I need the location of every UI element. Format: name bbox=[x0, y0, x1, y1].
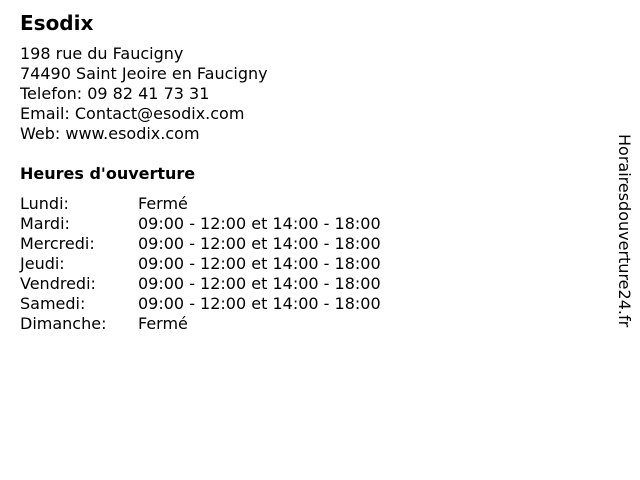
day-label: Mercredi: bbox=[20, 234, 95, 253]
hours-row bbox=[20, 314, 580, 334]
address-block bbox=[20, 44, 580, 144]
hours-row bbox=[20, 254, 580, 274]
time-value: 09:00 - 12:00 et 14:00 - 18:00 bbox=[138, 294, 381, 313]
day-label: Vendredi: bbox=[20, 274, 96, 293]
company-name: Esodix bbox=[20, 11, 94, 35]
hours-row bbox=[20, 294, 580, 314]
hours-row bbox=[20, 234, 580, 254]
hours-row bbox=[20, 194, 580, 214]
time-value: 09:00 - 12:00 et 14:00 - 18:00 bbox=[138, 254, 381, 273]
hours-row bbox=[20, 274, 580, 294]
website-address: Web: www.esodix.com bbox=[20, 124, 200, 143]
business-card bbox=[20, 10, 580, 334]
day-label: Lundi: bbox=[20, 194, 69, 213]
opening-hours-title: Heures d'ouverture bbox=[20, 164, 196, 183]
opening-hours-table bbox=[20, 194, 580, 334]
city-address: 74490 Saint Jeoire en Faucigny bbox=[20, 64, 268, 83]
email-address: Email: Contact@esodix.com bbox=[20, 104, 245, 123]
street-address: 198 rue du Faucigny bbox=[20, 44, 184, 63]
day-label: Samedi: bbox=[20, 294, 86, 313]
time-value: 09:00 - 12:00 et 14:00 - 18:00 bbox=[138, 214, 381, 233]
time-value: Fermé bbox=[138, 194, 188, 213]
phone-number: Telefon: 09 82 41 73 31 bbox=[20, 84, 210, 103]
day-label: Jeudi: bbox=[20, 254, 65, 273]
time-value: 09:00 - 12:00 et 14:00 - 18:00 bbox=[138, 234, 381, 253]
hours-row bbox=[20, 214, 580, 234]
time-value: Fermé bbox=[138, 314, 188, 333]
day-label: Mardi: bbox=[20, 214, 70, 233]
time-value: 09:00 - 12:00 et 14:00 - 18:00 bbox=[138, 274, 381, 293]
day-label: Dimanche: bbox=[20, 314, 107, 333]
brand-watermark-text: Horairesdouverture24.fr bbox=[615, 134, 634, 328]
